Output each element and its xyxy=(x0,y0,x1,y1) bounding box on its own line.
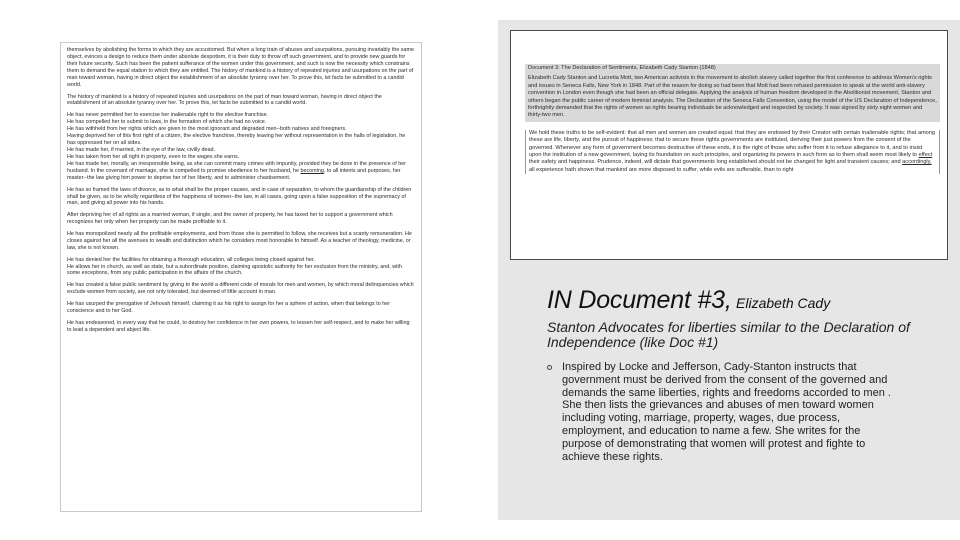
grievance-line-marriage xyxy=(67,161,415,182)
document-3-image xyxy=(510,30,948,260)
grievance-line: He has made her, if married, in the eye of the law, civilly dead. xyxy=(67,146,216,153)
doc-paragraph: He has monopolized nearly all the profitable employments, and from those she is permitted to follow, she receives but a scanty remuneration. He closes against her all the avenues to wealth and distinction which he considers most honorable to himself. As a teacher of theology, medicine, or law, she is not known. xyxy=(67,230,412,251)
excerpt-underlined-1: effect xyxy=(918,152,933,159)
document-3-intro-box xyxy=(525,64,940,122)
excerpt-underlined-2: accordingly, xyxy=(902,159,932,166)
grievance-line: He has never permitted her to exercise her inalienable right to the elective franchise. xyxy=(67,112,269,119)
slide-heading-main: IN Document #3, xyxy=(547,286,732,314)
document-3-content xyxy=(525,64,940,174)
doc-paragraph: He allows her in church, as well as state, but a subordinate position, claiming apostolic authority for her exclusion from the ministry, and, with some exceptions, from any public participation in the affairs of the church. xyxy=(67,263,402,277)
document-3-excerpt xyxy=(525,130,940,174)
grievance-line: He has compelled her to submit to laws, in the formation of which she had no voice. xyxy=(67,119,267,126)
excerpt-part-2: their safety and happiness. Prudence, indeed, will dictate that governments long established should not be changed for light and transient causes; and xyxy=(529,159,903,166)
excerpt-part-3: all experience hath shown that mankind are more disposed to suffer, while evils are sufferable, than to right xyxy=(529,166,794,173)
bullet-circle-icon xyxy=(547,365,552,370)
marriage-text-b: , to all intents and purposes, her master--the law giving him power to deprive her of her liberty, and to administer chastisement. xyxy=(67,167,401,181)
doc-paragraph: themselves by abolishing the forms to which they are accustomed. But when a long train of abuses and usurpations, pursuing invariably the same object, evinces a design to reduce them under absolute despotism, it is their duty to throw off such government, and to provide new guards for their future security. Such has been the patient sufferance of the women under this government, and such is now the necessity which constrains them to demand the equal station to which they are entitled. The history of mankind is a history of repeated injuries and usurpations on the part of man toward woman, having in direct object the establishment of an absolute tyranny over her. To prove this, let facts be submitted to a candid world. xyxy=(67,47,414,88)
document-3-intro: Elizabeth Cady Stanton and Lucretia Mott, two American activists in the movement to abolish slavery called together the first conference to address Women's rights and issues in Seneca Falls, New York in 1848. Part of the reason for doing so had been that Mott had been refused permission to speak at the world anti-slavery convention in London even though she had been an official delegate. Applying the analysis of human freedom developed in the Abolitionist movement, Stanton and others began the public career of modern feminist analysis. The Declaration of the Seneca Falls Convention, using the model of the US Declaration of Independence, forthrightly demanded that the rights of women as rights bearing individuals be acknowledged and respected by society. It was signed by sixty eight women and thirty-two men. xyxy=(528,75,937,119)
marriage-text-a: He has made her, morally, an irresponsible being, as she can commit many crimes with impunity, provided they be done in the presence of her husband. In the covenant of marriage, she is compelled to promise obedience to her husband, he xyxy=(67,160,406,174)
doc-paragraph: He has created a false public sentiment by giving to the world a different code of morals for men and women, by which moral delinquencies which exclude women from society, are not only tolerated, but deemed of little account in man. xyxy=(67,282,414,296)
doc-paragraph: He has usurped the prerogative of Jehovah himself, claiming it as his right to assign for her a sphere of action, when that belongs to her conscience and to her God. xyxy=(67,300,391,314)
doc-paragraph: He has denied her the facilities for obtaining a thorough education, all colleges being closed against her. xyxy=(67,256,315,263)
doc-paragraph: After depriving her of all rights as a married woman, if single, and the owner of property, he has taxed her to support a government which recognizes her only when her property can be made profitable to it. xyxy=(67,212,393,226)
bullet-text: Inspired by Locke and Jefferson, Cady-Stanton instructs that government must be derived from the consent of the governed and demands the same liberties, rights and freedoms accorded to men . She then lists the grievances and abuses of men toward women including voting, marriage, property, wages, due process, employment, and education to name a few. She writes for the purpose of demonstrating that women will protest and fighte to achieve these rights. xyxy=(562,361,891,463)
declaration-text-image xyxy=(60,42,422,512)
excerpt-part-1: We hold these truths to be self-evident: that all men and women are created equal; that they are endowed by their Creator with certain inalienable rights; that among these are life, liberty, and the pursuit of happiness; that to secure these rights governments are instituted, deriving their just powers from the consent of the governed. Whenever any form of government becomes destructive of these ends, it is the right of those who suffer from it to refuse allegiance to it, and to insist upon the institution of a new government, laying its foundation on such principles, and organizing its powers in such form as to them shall seem most likely to xyxy=(529,129,935,159)
doc-paragraph: He has so framed the laws of divorce, as to what shall be the proper causes, and in case of separation, to whom the guardianship of the children shall be given, as to be wholly regardless of the happiness of women--the law, in all cases, going upon a false supposition of the supremacy of man, and giving all power into his hands. xyxy=(67,186,412,207)
slide-subtitle: Stanton Advocates for liberties similar to the Declaration of Independence (like Doc #1) xyxy=(547,319,910,350)
grievance-line: He has withheld from her rights which are given to the most ignorant and degraded men--both natives and foreigners. xyxy=(67,126,347,133)
doc-paragraph: The history of mankind is a history of repeated injuries and usurpations on the part of man toward woman, having in direct object the establishment of an absolute tyranny over her. To prove this, let facts be submitted to a candid world. xyxy=(67,93,382,107)
grievance-line: He has taken from her all right in property, even to the wages she earns. xyxy=(67,153,240,160)
slide-heading xyxy=(547,286,947,315)
bullet-item xyxy=(547,361,897,463)
underlined-word: becoming xyxy=(300,167,324,174)
doc-paragraph: He has endeavored, in every way that he could, to destroy her confidence in her own powers, to lessen her self-respect, and to make her willing to lead a dependent and abject life. xyxy=(67,319,410,333)
bullet-list xyxy=(547,361,897,463)
slide-heading-name: Elizabeth Cady xyxy=(736,295,831,311)
grievance-line: Having deprived her of this first right of a citizen, the elective franchise, thereby leaving her without representation in the halls of legislation, he has oppressed her on all sides. xyxy=(67,133,406,147)
document-3-title: Document 3: The Declaration of Sentiments, Elizabeth Cady Stanton (1848) xyxy=(528,65,716,71)
